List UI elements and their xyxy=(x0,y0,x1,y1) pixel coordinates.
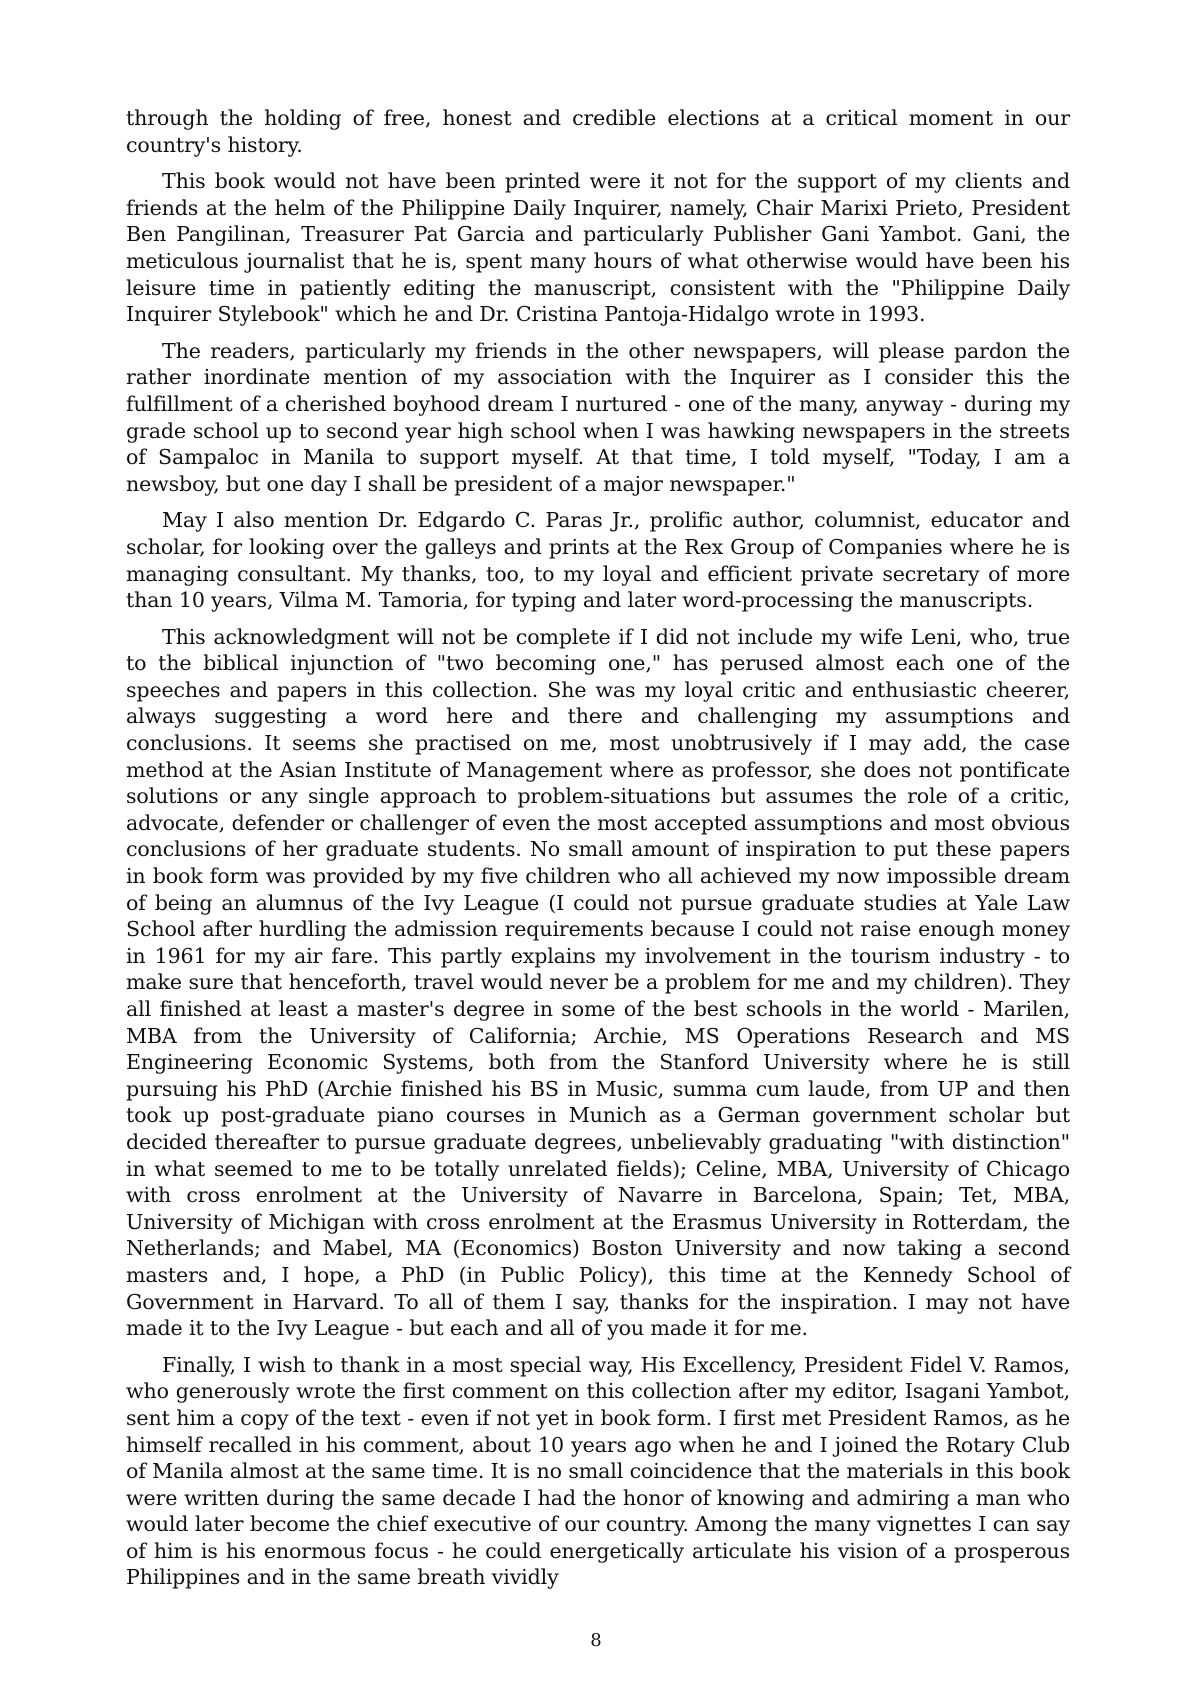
paragraph-wife-children: This acknowledgment will not be complete if I did not include my wife Leni, who, true to the biblical injunction of "two becoming one," has perused almost each one of the speeches and papers in this collection. She was my loyal critic and enthusiastic cheerer, always suggesting a word here and there and challenging my assumptions and conclusions. It seems she practised on me, most unobtrusively if I may add, the case method at the Asian Institute of Management where as professor, she does not pontificate solutions or any single approach to problem-situations but assumes the role of a critic, advocate, defender or challenger of even the most accepted assumptions and most obvious conclusions of her graduate students. No small amount of inspiration to put these papers in book form was provided by my five children who all achieved my now impossible dream of being an alumnus of the Ivy League (I could not pursue graduate studies at Yale Law School after hurdling the admission requirements because I could not raise enough money in 1961 for my air fare. This partly explains my involvement in the tourism industry - to make sure that henceforth, travel would never be a problem for me and my children). They all finished at least a master's degree in some of the best schools in the world - Marilen, MBA from the University of California; Archie, MS Operations Research and MS Engineering Economic Systems, both from the Stanford University where he is still pursuing his PhD (Archie finished his BS in Music, summa cum laude, from UP and then took up post-graduate piano courses in Munich as a German government scholar but decided thereafter to pursue graduate degrees, unbelievably graduating "with distinction" in what seemed to me to be totally unrelated fields); Celine, MBA, University of Chicago with cross enrolment at the University of Navarre in Barcelona, Spain; Tet, MBA, University of Michigan with cross enrolment at the Erasmus University in Rotterdam, the Netherlands; and Mabel, MA (Economics) Boston University and now taking a second masters and, I hope, a PhD (in Public Policy), this time at the Kennedy School of Government in Harvard. To all of them I say, thanks for the inspiration. I may not have made it to the Ivy League - but each and all of you made it for me. xyxy=(126,624,1070,1341)
paragraph-paras-tamoria: May I also mention Dr. Edgardo C. Paras Jr., prolific author, columnist, educator and scholar, for looking over the galleys and prints at the Rex Group of Companies where he is managing consultant. My thanks, too, to my loyal and efficient private secretary of more than 10 years, Vilma M. Tamoria, for typing and later word-processing the manuscripts. xyxy=(126,508,1070,613)
paragraph-publisher-thanks: This book would not have been printed were it not for the support of my clients and friends at the helm of the Philippine Daily Inquirer, namely, Chair Marixi Prieto, President Ben Pangilinan, Treasurer Pat Garcia and particularly Publisher Gani Yambot. Gani, the meticulous journalist that he is, spent many hours of what otherwise would have been his leisure time in patiently editing the manuscript, consistent with the "Philippine Daily Inquirer Stylebook" which he and Dr. Cristina Pantoja-Hidalgo wrote in 1993. xyxy=(126,169,1070,327)
paragraph-ramos: Finally, I wish to thank in a most special way, His Excellency, President Fidel V. Ramos, who generously wrote the first comment on this collection after my editor, Isagani Yambot, sent him a copy of the text - even if not yet in book form. I first met President Ramos, as he himself recalled in his comment, about 10 years ago when he and I joined the Rotary Club of Manila almost at the same time. It is no small coincidence that the materials in this book were written during the same decade I had the honor of knowing and admiring a man who would later become the chief executive of our country. Among the many vignettes I can say of him is his enormous focus - he could energetically articulate his vision of a prosperous Philippines and in the same breath vividly xyxy=(126,1352,1070,1590)
paragraph-continued: through the holding of free, honest and credible elections at a critical moment in our country's history. xyxy=(126,106,1070,157)
paragraph-newsboy-dream: The readers, particularly my friends in the other newspapers, will please pardon the rather inordinate mention of my association with the Inquirer as I consider this the fulfillment of a cherished boyhood dream I nurtured - one of the many, anyway - during my grade school up to second year high school when I was hawking newspapers in the streets of Sampaloc in Manila to support myself. At that time, I told myself, "Today, I am a newsboy, but one day I shall be president of a major newspaper." xyxy=(126,338,1070,496)
page-body xyxy=(126,105,1070,1601)
page-number: 8 xyxy=(590,1630,602,1651)
